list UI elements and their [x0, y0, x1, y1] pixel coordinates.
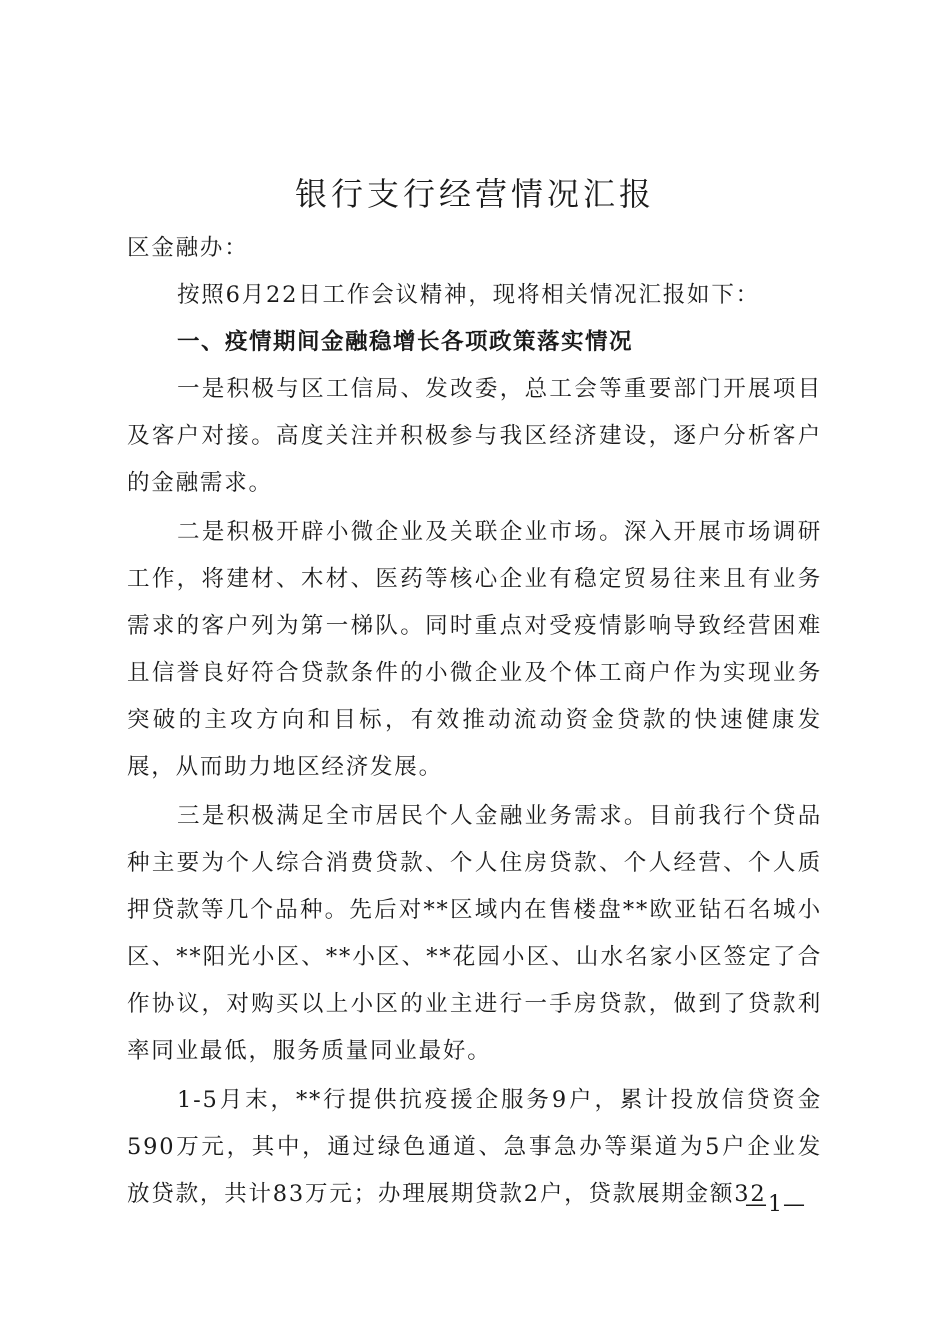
section-heading: 一、疫情期间金融稳增长各项政策落实情况 — [177, 329, 634, 355]
page-number: —1— — [745, 1192, 806, 1217]
paragraph-4: 1-5月末，**行提供抗疫援企服务9户，累计投放信贷资金590万元，其中，通过绿色通道、急事急办等渠道为5户企业发放贷款，共计83万元；办理展期贷款2户，贷款展期金额32 — [127, 1087, 822, 1207]
paragraph-2: 二是积极开辟小微企业及关联企业市场。深入开展市场调研工作，将建材、木材、医药等核心企业有稳定贸易往来且有业务需求的客户列为第一梯队。同时重点对受疫情影响导致经营困难且信誉良好符合贷款条件的小微企业及个体工商户作为实现业务突破的主攻方向和目标，有效推动流动资金贷款的快速健康发展，从而助力地区经济发展。 — [127, 519, 822, 780]
intro-paragraph: 按照6月22日工作会议精神，现将相关情况汇报如下： — [177, 282, 760, 308]
document-title: 银行支行经营情况汇报 — [294, 175, 655, 213]
salutation: 区金融办： — [127, 235, 249, 261]
paragraph-1: 一是积极与区工信局、发改委，总工会等重要部门开展项目及客户对接。高度关注并积极参与我区经济建设，逐户分析客户的金融需求。 — [127, 376, 822, 496]
paragraph-3: 三是积极满足全市居民个人金融业务需求。目前我行个贷品种主要为个人综合消费贷款、个人住房贷款、个人经营、个人质押贷款等几个品种。先后对**区域内在售楼盘**欧亚钻石名城小区、**阳光小区、**小区、**花园小区、山水名家小区签定了合作协议，对购买以上小区的业主进行一手房贷款，做到了贷款利率同业最低，服务质量同业最好。 — [127, 803, 822, 1064]
document-body — [127, 225, 822, 1218]
